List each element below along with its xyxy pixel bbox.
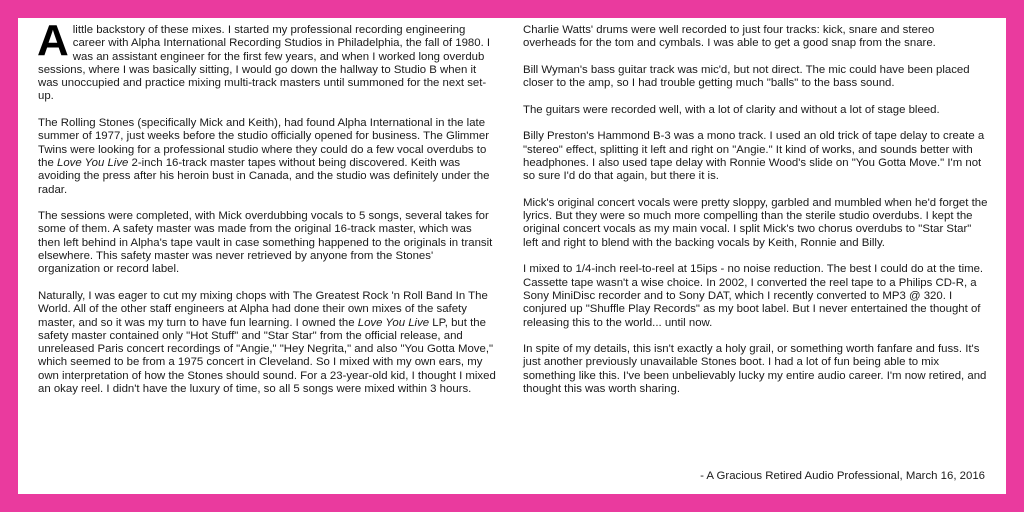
paragraph-rolling-stones (38, 117, 496, 197)
album-title: Love You Live (57, 156, 129, 169)
signature-line: - A Gracious Retired Audio Professional, March 16, 2016 (700, 470, 985, 482)
paragraph-organ: Billy Preston's Hammond B-3 was a mono track. I used an old trick of tape delay to create a "stereo" effect, splitting it left and right on "Angie." It kind of works, and sounds better with headphones. I also used tape delay with Ronnie Wood's slide on "You Gotta Move." I'm not so sure I'd do that again, but there it is. (523, 130, 985, 183)
liner-notes-page (18, 18, 1006, 494)
paragraph-text: 2-inch 16-track master tapes without being discovered. Keith was avoiding the press after his heroin bust in Canada, and the studio was definitely under the radar. (38, 156, 490, 196)
right-column (523, 24, 989, 410)
album-title: Love You Live (357, 316, 430, 329)
paragraph-intro (37, 16, 496, 104)
paragraph-mixing (38, 290, 496, 396)
paragraph-text: LP, but the safety master contained only "Hot Stuff" and "Star Star" from the official release, and unreleased Paris concert recordings of "Angie," "Hey Negrita," and also "You Gotta Move," which seemed to be from a 1975 concert in Cleveland. So I mixed with my own ears, my own interpretation of how the Stones should sound. For a 23-year-old kid, I thought I mixed an okay reel. I didn't have the luxury of time, so all 5 songs were mixed within 3 hours. (38, 316, 496, 396)
paragraph-bass: Bill Wyman's bass guitar track was mic'd, but not direct. The mic could have been placed closer to the amp, so I had trouble getting much "balls" to the bass sound. (523, 63, 970, 90)
paragraph-intro-text: little backstory of these mixes. I started my professional recording engineering career with Alpha International Recording Studios in Philadelphia, the fall of 1980. I was an assistant engineer for the first few years, and when I worked long overdub sessions, where I was basically sitting, I would go down the hallway to Studio B when it was unoccupied and practice mixing multi-track masters until summoned for the next set-up. (38, 24, 491, 103)
paragraph-media: I mixed to 1/4-inch reel-to-reel at 15ips - no noise reduction. The best I could do at the time. Cassette tape wasn't a wise choice. In 2002, I converted the reel tape to a Philips CD-R, a Sony MiniDisc recorder and to Sony DAT, which I recently converted to MP3 @ 320. I conjured up "Shuffle Play Records" as my boot label. But I never entertained the thought of releasing this to the world... until now. (523, 263, 984, 329)
paragraph-text: The Rolling Stones (specifically Mick and Keith), had found Alpha International in the late summer of 1977, just weeks before the studio officially opened for business. The Glimmer Twins were looking for a professional studio where they could do a few vocal overdubs to the (38, 117, 489, 169)
paragraph-closing: In spite of my details, this isn't exactly a holy grail, or something worth fanfare and fuss. It's just another previously unavailable Stones boot. I had a lot of fun being able to mix something like this. I've been unbelievably lucky my entire audio career. I'm now retired, and thought this was worth sharing. (523, 343, 987, 396)
paragraph-sessions: The sessions were completed, with Mick overdubbing vocals to 5 songs, several takes for some of them. A safety master was made from the original 16-track master, which was then left behind in Alpha's tape vault in case something happened to the originals in transit elsewhere. This safety master was never retrieved by anyone from the Stones' organization or record label. (38, 210, 493, 276)
paragraph-text: Naturally, I was eager to cut my mixing chops with The Greatest Rock 'n Roll Band In The World. All of the other staff engineers at Alpha had done their own mixes of the safety master, and so it was my turn to have fun learning. I owned the (38, 289, 488, 329)
drop-cap: A (37, 16, 69, 65)
left-column (37, 16, 496, 410)
paragraph-drums: Charlie Watts' drums were well recorded to just four tracks: kick, snare and stereo overheads for the tom and cymbals. I was able to get a good snap from the snare. (523, 24, 936, 50)
paragraph-vocals: Mick's original concert vocals were pretty sloppy, garbled and mumbled when he'd forget the lyrics. But they were so much more compelling than the sterile studio overdubs. I kept the original concert vocals as my main vocal. I split Mick's two chorus overdubs to "Star Star" left and right to blend with the backing vocals by Keith, Ronnie and Billy. (523, 196, 988, 249)
paragraph-guitars: The guitars were recorded well, with a lot of clarity and without a lot of stage bleed. (523, 103, 940, 116)
